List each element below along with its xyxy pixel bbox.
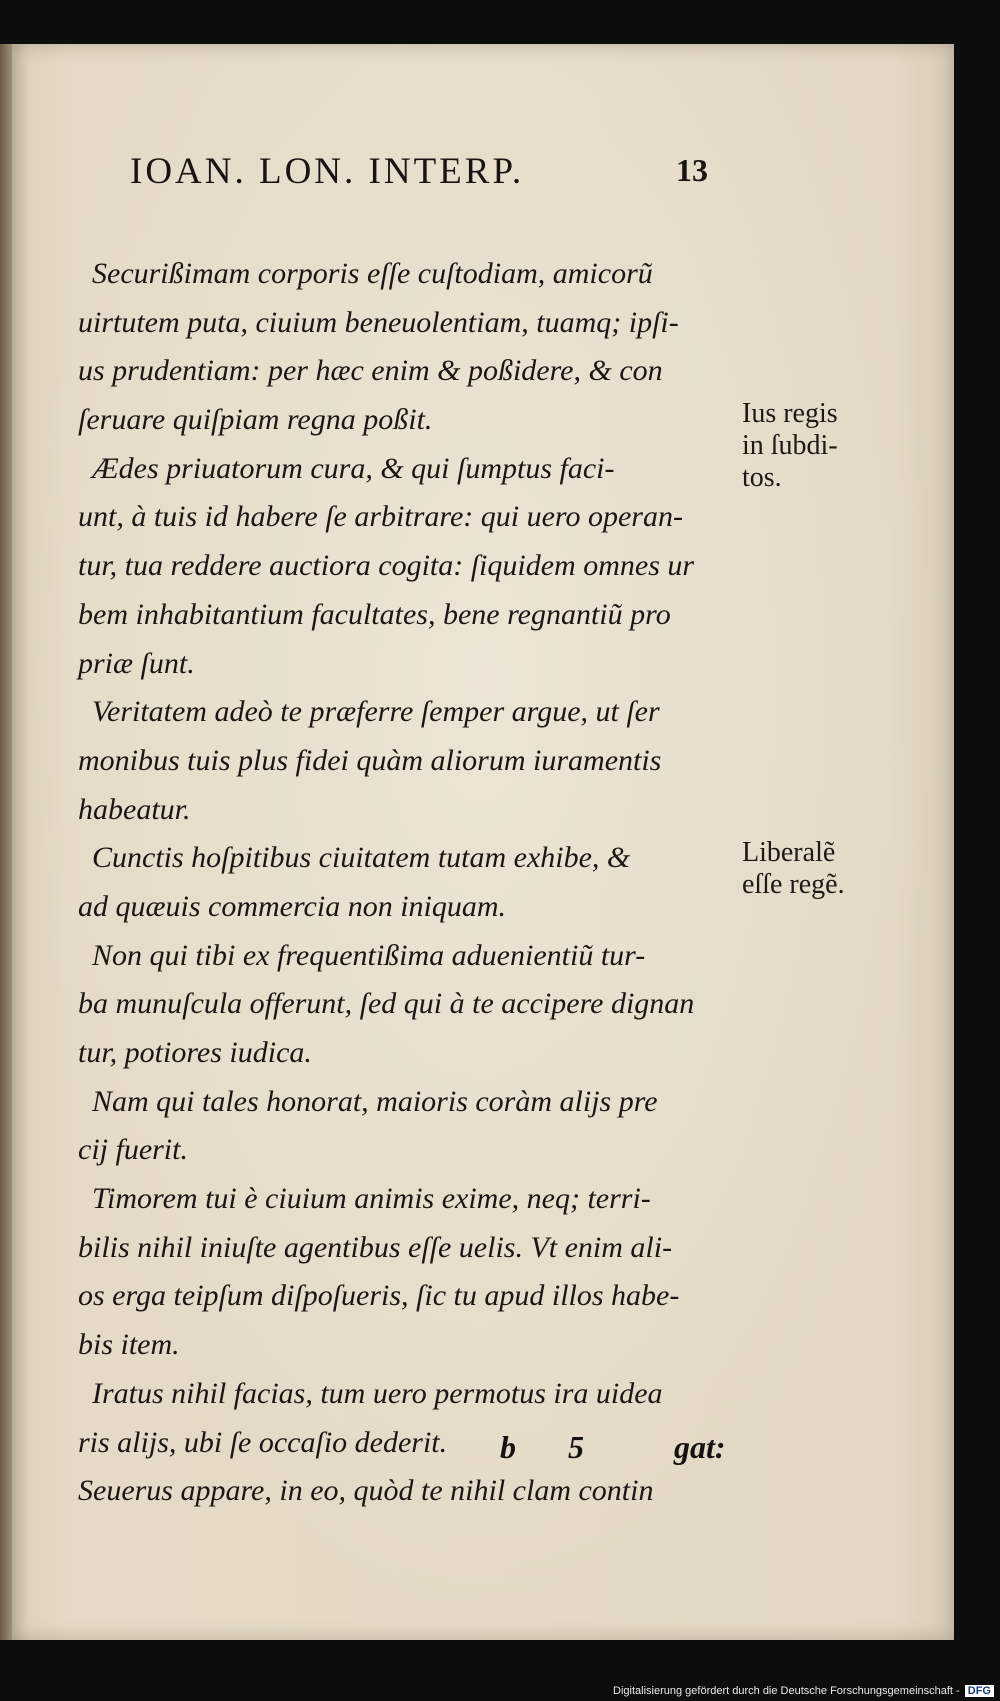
text-line: uirtutem puta, ciuium beneuolentiam, tuamq; ipſi- bbox=[78, 305, 679, 339]
text-line: bem inhabitantium facultates, bene regnantiũ pro bbox=[78, 597, 671, 631]
text-line: unt, à tuis id habere ſe arbitrare: qui uero operan- bbox=[78, 500, 683, 534]
text-line: tur, potiores iudica. bbox=[78, 1036, 312, 1069]
catchword: gat: bbox=[674, 1429, 726, 1465]
margin-note-liberalem bbox=[742, 837, 942, 901]
text-line: us prudentiam: per hæc enim & poßidere, & con bbox=[78, 354, 663, 388]
paragraph bbox=[78, 834, 738, 931]
text-line: cij fuerit. bbox=[78, 1133, 188, 1167]
text-line: ad quæuis commercia non iniquam. bbox=[78, 889, 507, 923]
text-line: priæ ſunt. bbox=[78, 646, 195, 680]
paragraph bbox=[78, 445, 738, 688]
text-line: monibus tuis plus fidei quàm aliorum iuramentis bbox=[78, 743, 662, 777]
page-number: 13 bbox=[676, 152, 708, 188]
running-head-title: IOAN. LON. INTERP. bbox=[130, 151, 525, 192]
credit-text: Digitalisierung gefördert durch die Deutsche Forschungsgemeinschaft - bbox=[613, 1685, 960, 1697]
paragraph bbox=[78, 250, 738, 445]
paragraph bbox=[78, 932, 738, 1078]
margin-note-line: tos. bbox=[742, 462, 782, 493]
text-line: bilis nihil iniuſte agentibus eſſe uelis. Vt enim ali- bbox=[78, 1230, 673, 1264]
text-line: tur, tua reddere auctiora cogita: ſiquidem omnes ur bbox=[78, 549, 695, 583]
margin-note-line: in ſubdi- bbox=[742, 430, 838, 461]
text-line: Iratus nihil facias, tum uero permotus ira uidea bbox=[92, 1376, 663, 1410]
text-line: os erga teipſum diſpoſueris, ſic tu apud illos habe- bbox=[78, 1279, 680, 1313]
signature-number: 5 bbox=[568, 1429, 584, 1465]
signature-line bbox=[12, 1429, 954, 1479]
text-line: Ædes priuatorum cura, & qui ſumptus faci- bbox=[92, 451, 615, 485]
text-line: ba munuſcula offerunt, ſed qui à te accipere dignan bbox=[78, 987, 695, 1021]
text-line: habeatur. bbox=[78, 792, 191, 826]
margin-note-line: Ius regis bbox=[742, 398, 838, 429]
running-head bbox=[12, 150, 954, 200]
text-line: Non qui tibi ex frequentißima aduenientiũ tur- bbox=[92, 938, 646, 972]
text-line: Nam qui tales honorat, maioris coràm alijs pre bbox=[92, 1084, 658, 1118]
text-line: ſeruare quiſpiam regna poßit. bbox=[78, 403, 433, 437]
book-page bbox=[12, 44, 954, 1640]
paragraph bbox=[78, 688, 738, 834]
text-line: Cunctis hoſpitibus ciuitatem tutam exhibe, & bbox=[92, 841, 631, 875]
text-line: Seuerus appare, in eo, quòd te nihil clam contin bbox=[78, 1474, 654, 1508]
paragraph bbox=[78, 1175, 738, 1370]
main-text-block bbox=[78, 250, 738, 1516]
dfg-logo: DFG bbox=[965, 1685, 994, 1697]
paragraph bbox=[78, 1078, 738, 1175]
text-line: Timorem tui è ciuium animis exime, neq; terri- bbox=[92, 1182, 651, 1216]
signature-mark: b bbox=[500, 1429, 516, 1465]
margin-note-line: eſſe regẽ. bbox=[742, 869, 845, 900]
text-line: Veritatem adeò te præferre ſemper argue, ut ſer bbox=[92, 695, 660, 729]
text-line: ris alijs, ubi ſe occaſio dederit. bbox=[78, 1425, 448, 1459]
text-line: Securißimam corporis eſſe cuſtodiam, amicorũ bbox=[92, 257, 653, 290]
margin-note-line: Liberalẽ bbox=[742, 837, 836, 868]
text-line: bis item. bbox=[78, 1328, 180, 1362]
margin-note-ius-regis bbox=[742, 398, 942, 494]
digitization-credit bbox=[613, 1685, 994, 1697]
